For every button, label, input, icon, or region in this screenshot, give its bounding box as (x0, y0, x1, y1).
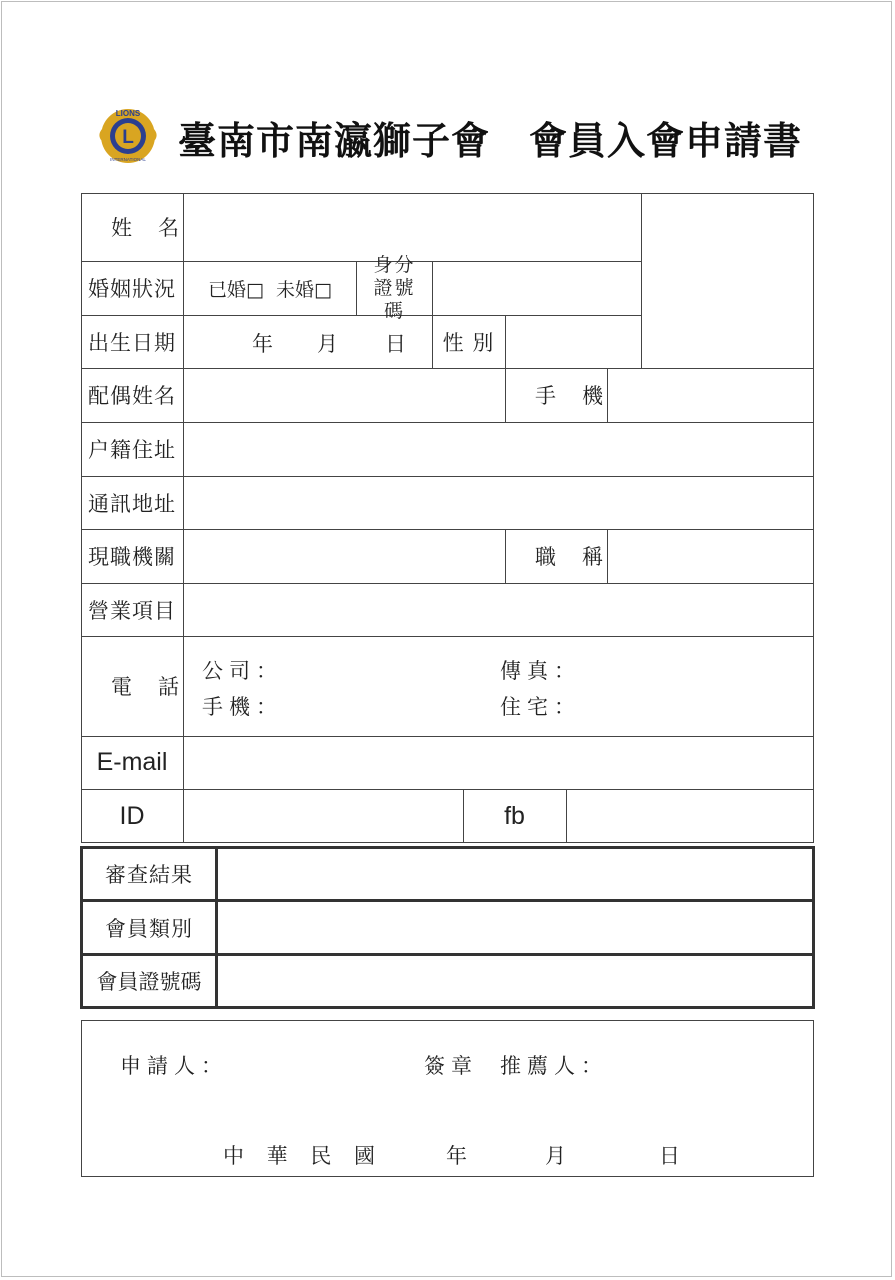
logo-text-bottom: INTERNATIONAL (110, 157, 146, 162)
member-type-field[interactable] (219, 902, 812, 953)
marital-options[interactable]: 已婚□ 未婚□ (208, 278, 332, 301)
birth-year-label: 年 (252, 332, 275, 356)
phone-company-field[interactable] (290, 650, 490, 684)
logo-text-top: LIONS (115, 109, 141, 118)
mobile-field[interactable] (608, 369, 813, 422)
spouse-name-field[interactable] (184, 369, 505, 422)
phone-company-label: 公司： (202, 659, 283, 683)
phone-home-field[interactable] (590, 688, 805, 722)
lions-logo (95, 104, 161, 168)
date-month-label: 月 (545, 1144, 568, 1168)
birth-date-label: 出生日期 (88, 330, 176, 355)
member-type-label: 會員類別 (105, 916, 193, 941)
birth-day-label: 日 (385, 332, 408, 356)
mailing-address-field[interactable] (184, 477, 813, 529)
phone-label: 電話 (111, 675, 205, 699)
id-number-field[interactable] (433, 262, 641, 315)
phone-home-label: 住宅： (500, 695, 581, 719)
job-title-field[interactable] (608, 530, 813, 583)
phone-fax-field[interactable] (590, 650, 805, 684)
date-day-label: 日 (659, 1144, 682, 1168)
review-result-label: 審查結果 (105, 863, 193, 887)
name-field[interactable] (184, 194, 641, 261)
gender-label: 性 別 (442, 330, 495, 355)
recommender-signature-field[interactable] (605, 1045, 805, 1081)
household-address-field[interactable] (184, 423, 813, 476)
email-field[interactable] (184, 737, 813, 789)
employer-field[interactable] (184, 530, 505, 583)
signature-label: 簽章 (424, 1054, 478, 1078)
applicant-label: 申請人： (120, 1054, 228, 1078)
logo-letter: L (122, 127, 134, 148)
name-label: 姓名 (111, 216, 205, 240)
grid-line (215, 846, 218, 1009)
mailing-address-label: 通訊地址 (88, 491, 176, 516)
job-title-label: 職稱 (535, 545, 629, 569)
date-year-label: 年 (446, 1144, 469, 1168)
gender-field[interactable] (506, 316, 641, 368)
phone-fax-label: 傳真： (500, 659, 581, 683)
employer-label: 現職機關 (88, 545, 176, 569)
member-number-field[interactable] (219, 956, 812, 1006)
business-items-field[interactable] (184, 584, 813, 636)
page-title: 臺南市南瀛獅子會 會員入會申請書 (178, 118, 803, 163)
id-label: ID (119, 801, 145, 830)
photo-area[interactable] (642, 194, 813, 368)
recommender-label: 推薦人： (500, 1054, 608, 1078)
business-items-label: 營業項目 (88, 598, 176, 623)
mobile-label: 手機 (535, 384, 629, 408)
roc-date-label: 中 華 民 國 (223, 1144, 384, 1168)
email-label: E-mail (96, 748, 168, 776)
review-result-field[interactable] (219, 849, 812, 899)
id-number-label: 身分證號碼 (373, 253, 416, 322)
marital-label: 婚姻狀況 (88, 277, 176, 301)
household-address-label: 户籍住址 (88, 438, 176, 462)
phone-mobile-field[interactable] (290, 688, 490, 722)
birth-month-label: 月 (317, 332, 340, 356)
member-number-label: 會員證號碼 (96, 970, 202, 994)
applicant-signature-field[interactable] (220, 1045, 415, 1081)
spouse-name-label: 配偶姓名 (88, 384, 176, 408)
fb-label: fb (504, 801, 525, 830)
fb-field[interactable] (567, 790, 813, 843)
id-field[interactable] (184, 790, 463, 843)
phone-mobile-label: 手機： (202, 695, 283, 719)
